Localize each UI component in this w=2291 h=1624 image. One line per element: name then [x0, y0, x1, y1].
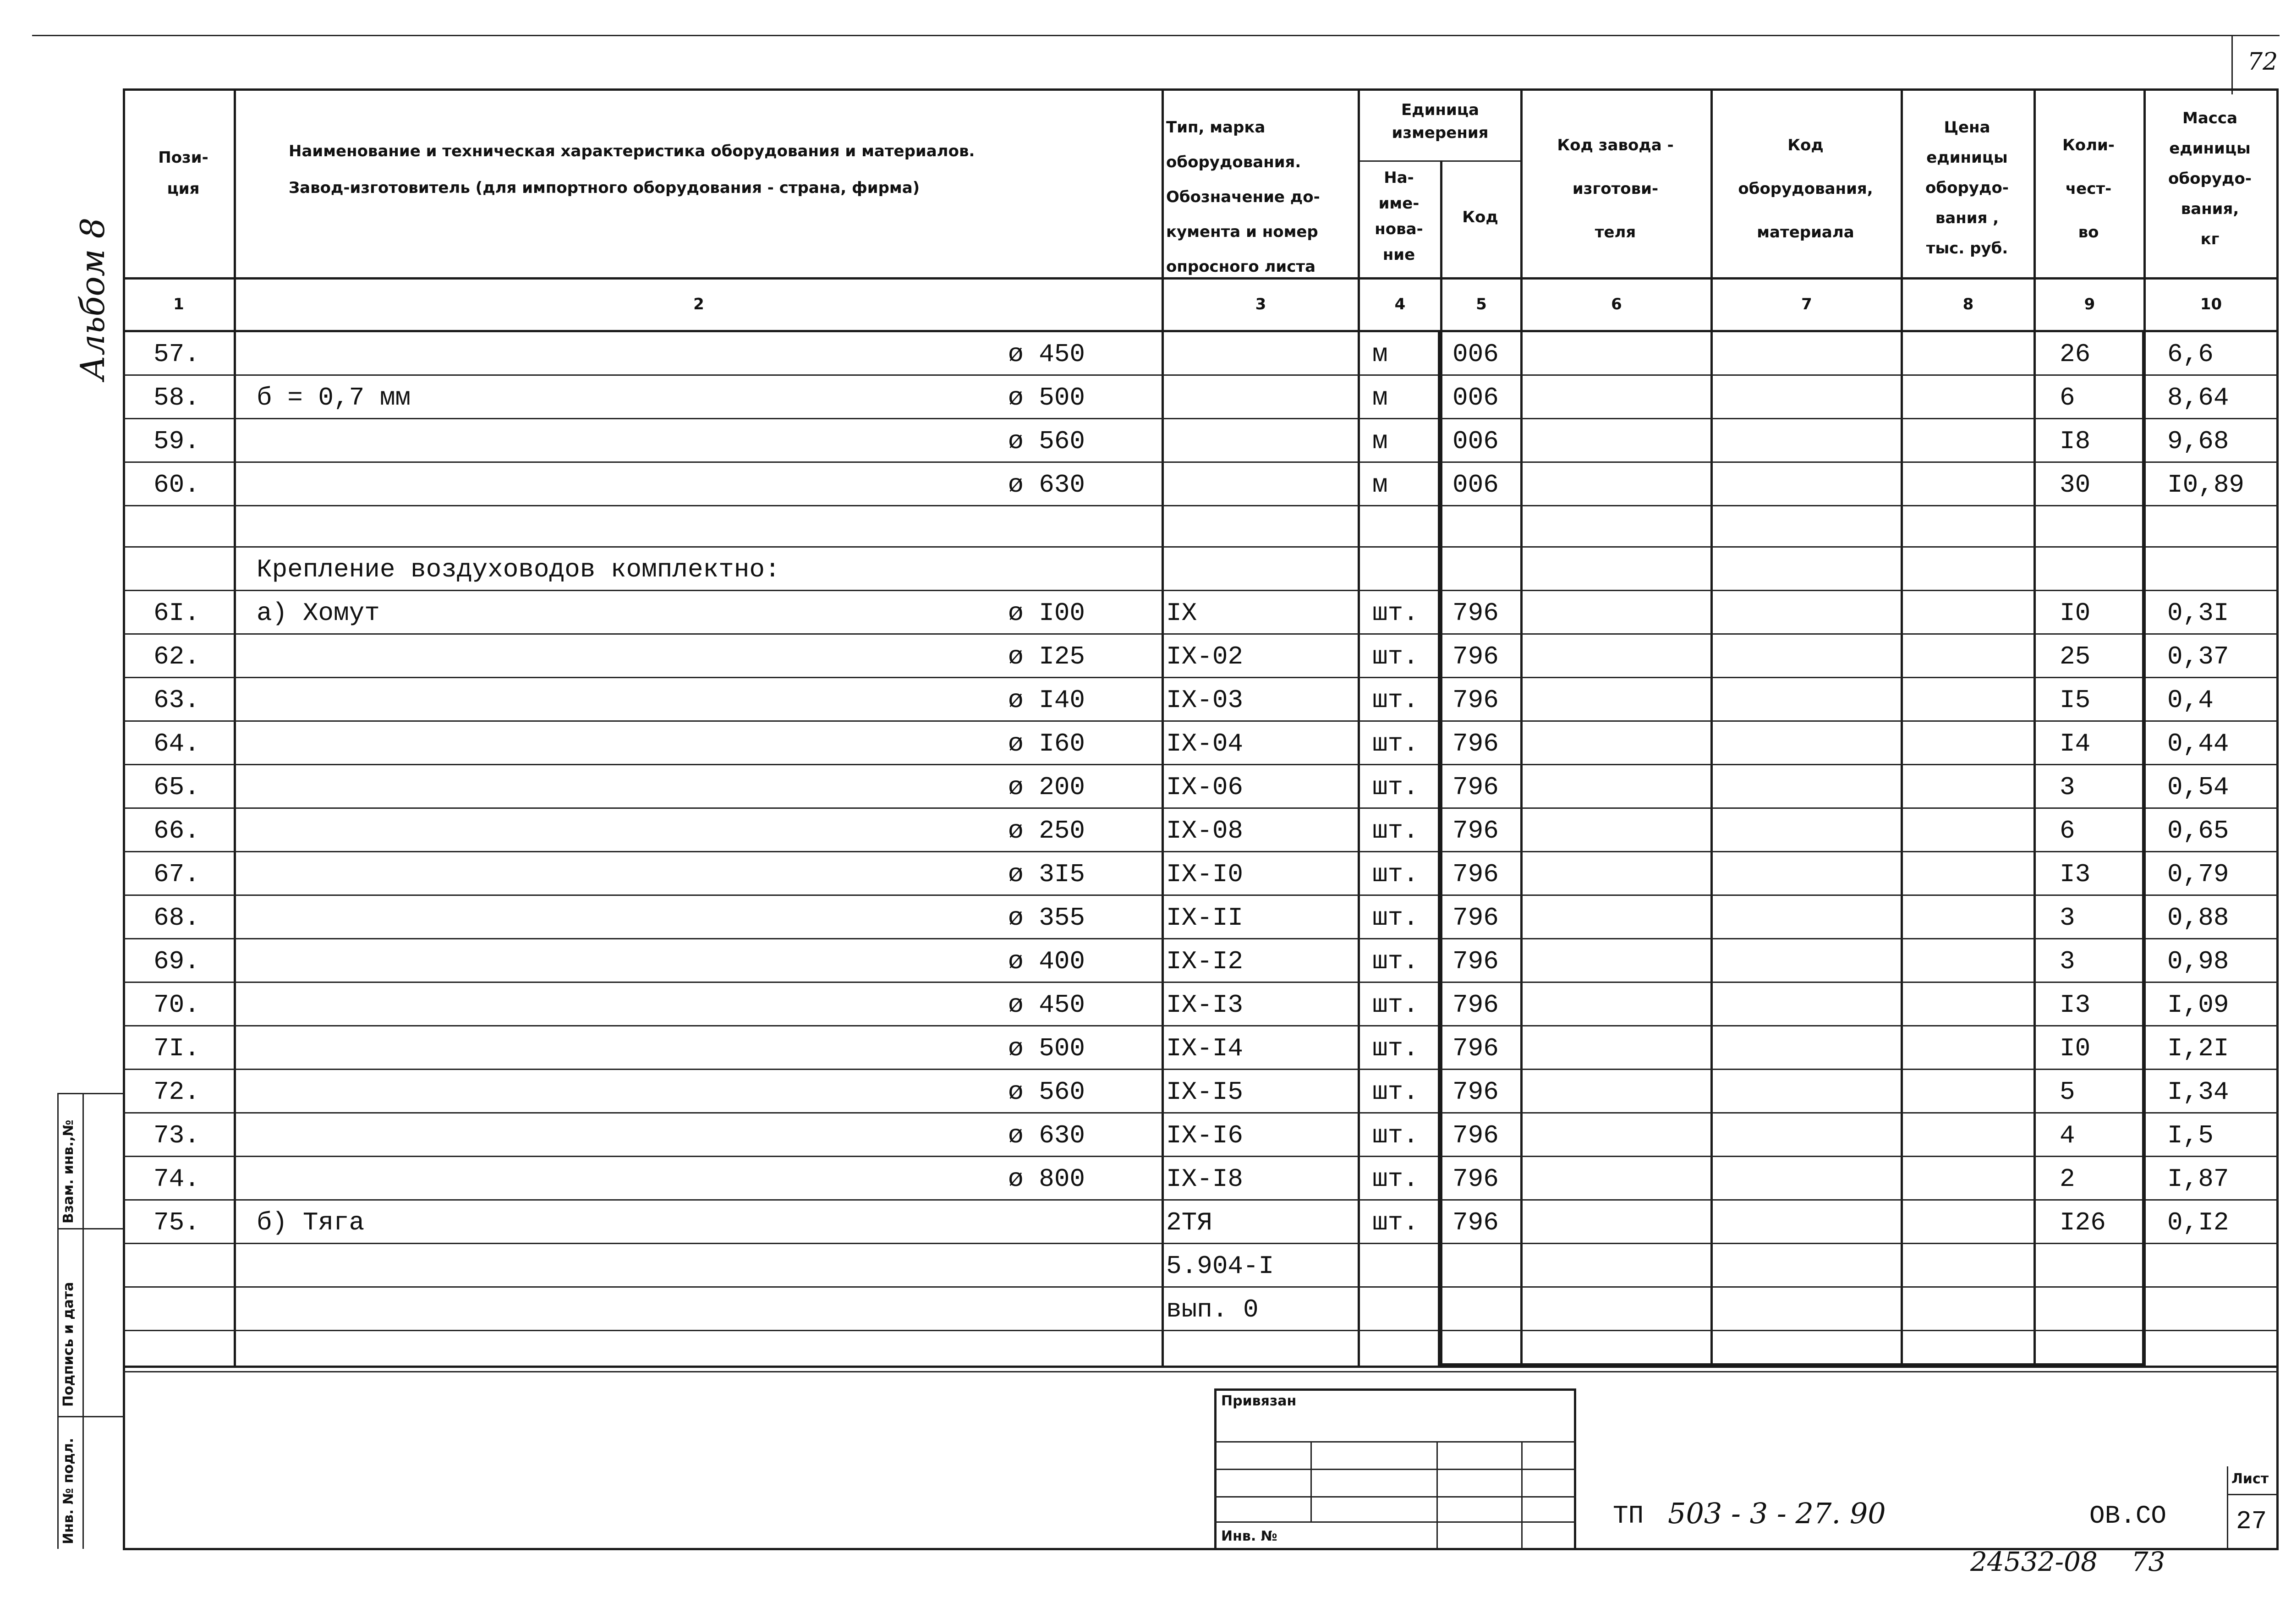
colnum-9: 9 — [2084, 295, 2095, 313]
header-col2: Наименование и техническая характеристика оборудования и материалов. Завод-изготовитель (для импортного оборудования - страна, фирма) — [289, 142, 975, 197]
page-number-top: 72 — [2247, 48, 2278, 76]
row-code: 796 — [1452, 990, 1499, 1020]
row-code: 796 — [1452, 773, 1499, 802]
table-bottom-line — [123, 1548, 2279, 1550]
row-diameter: ø 3I5 — [1008, 860, 1085, 889]
top-border-line — [32, 35, 2280, 36]
header-col7: Код оборудования, материала — [1738, 136, 1873, 241]
row-code: 006 — [1452, 427, 1499, 456]
row-code: 006 — [1452, 470, 1499, 499]
header-col9: Коли- чест- во — [2062, 136, 2115, 241]
row-pos: 57. — [153, 340, 200, 369]
row-code: 796 — [1452, 686, 1499, 715]
row-mass: 0,3I — [2167, 598, 2229, 628]
row-diameter: ø 560 — [1008, 1077, 1085, 1107]
row-mass: 0,79 — [2167, 860, 2229, 889]
stamp-top-line — [57, 1093, 124, 1094]
row-pos: 7I. — [153, 1034, 200, 1063]
row-mass: 0,54 — [2167, 773, 2229, 802]
row-diameter: ø 500 — [1008, 1034, 1085, 1063]
row-type: IХ-II — [1166, 903, 1244, 933]
row-diameter: ø 450 — [1008, 990, 1085, 1020]
row-mass: 0,I2 — [2167, 1208, 2229, 1237]
row-qty: 3 — [2060, 947, 2075, 976]
row-type: IХ-I5 — [1166, 1077, 1244, 1107]
row-mass: 8,64 — [2167, 383, 2229, 412]
row-diameter: ø 500 — [1008, 383, 1085, 412]
row-pos: 67. — [153, 860, 200, 889]
tb-list-left — [2227, 1466, 2228, 1549]
row-unit: шт. — [1372, 1164, 1419, 1194]
row-pos: 60. — [153, 470, 200, 499]
row-code: 796 — [1452, 642, 1499, 671]
row-unit: шт. — [1372, 816, 1419, 845]
row-qty: I5 — [2060, 686, 2091, 715]
row-type: IХ-I2 — [1166, 947, 1244, 976]
col-line-8 — [2033, 88, 2036, 1367]
row-type: IХ-I0 — [1166, 860, 1244, 889]
side-album-label: Альбом 8 — [73, 217, 112, 380]
row-mass: 6,6 — [2167, 340, 2214, 369]
row-unit: шт. — [1372, 729, 1419, 758]
row-type: IХ-06 — [1166, 773, 1244, 802]
row-mass: 0,65 — [2167, 816, 2229, 845]
tb-inv-no: Инв. № — [1221, 1528, 1277, 1544]
row-unit: м — [1372, 470, 1388, 499]
row-mass: 0,88 — [2167, 903, 2229, 933]
row-pos: 59. — [153, 427, 200, 456]
row-mass: 9,68 — [2167, 427, 2229, 456]
row-type: IХ-03 — [1166, 686, 1244, 715]
header-col45: Единица измерения — [1392, 101, 1489, 142]
header-col4: На- име- нова- ние — [1375, 169, 1423, 264]
row-pos: 58. — [153, 383, 200, 412]
row-qty: I3 — [2060, 860, 2091, 889]
row-mass: I,34 — [2167, 1077, 2229, 1107]
colnum-bottom-line — [123, 330, 2279, 332]
row-qty: I4 — [2060, 729, 2091, 758]
colnum-7: 7 — [1801, 295, 1812, 313]
tb-list-sep — [2227, 1494, 2279, 1495]
row-code: 796 — [1452, 1121, 1499, 1150]
tb-col-1 — [1310, 1441, 1312, 1521]
row-qty: I0 — [2060, 598, 2091, 628]
row-diameter: ø 560 — [1008, 427, 1085, 456]
stamp-inv-podl: Инв. № подл. — [60, 1437, 77, 1544]
tb-tp-prefix: ТП — [1613, 1501, 1644, 1531]
row-diameter: ø 200 — [1008, 773, 1085, 802]
row-mass: I,2I — [2167, 1034, 2229, 1063]
tb-list-number: 27 — [2236, 1507, 2267, 1536]
row-code: 796 — [1452, 598, 1499, 628]
row-mass: I,5 — [2167, 1121, 2214, 1150]
row-type: IХ-I3 — [1166, 990, 1244, 1020]
row-diameter: ø 400 — [1008, 947, 1085, 976]
row-separator — [123, 374, 2279, 376]
row-unit: шт. — [1372, 686, 1419, 715]
row-code: 796 — [1452, 816, 1499, 845]
tb-tp-number: 503 - 3 - 27. 90 — [1668, 1497, 1886, 1530]
row-pos: 65. — [153, 773, 200, 802]
colnum-1: 1 — [173, 295, 184, 313]
row-pos: 70. — [153, 990, 200, 1020]
row-unit: шт. — [1372, 860, 1419, 889]
row-code: 006 — [1452, 383, 1499, 412]
stamp-mid-line — [82, 1093, 84, 1549]
page-number-divider — [2231, 35, 2233, 94]
row-code: 796 — [1452, 860, 1499, 889]
header-col1: Пози- ция — [158, 148, 208, 198]
header-col10: Масса единицы оборудо- вания, кг — [2168, 109, 2252, 248]
row-unit: шт. — [1372, 773, 1419, 802]
row-qty: 5 — [2060, 1077, 2075, 1107]
tb-top — [1214, 1388, 1576, 1391]
tb-col-3 — [1521, 1441, 1523, 1549]
row-pos: 62. — [153, 642, 200, 671]
row-type: IХ-I8 — [1166, 1164, 1244, 1194]
row-pos: 69. — [153, 947, 200, 976]
row-pos: 63. — [153, 686, 200, 715]
row-unit: шт. — [1372, 1208, 1419, 1237]
col-line-6 — [1710, 88, 1713, 1367]
col-line-5 — [1520, 88, 1523, 1367]
row-qty: 30 — [2060, 470, 2091, 499]
row-qty: 3 — [2060, 903, 2075, 933]
col-line-1 — [234, 88, 236, 1367]
colnum-5: 5 — [1476, 295, 1487, 313]
row-unit: шт. — [1372, 903, 1419, 933]
row-type: IХ-02 — [1166, 642, 1244, 671]
row-type: IХ-I4 — [1166, 1034, 1244, 1063]
col-line-2 — [1162, 88, 1164, 1367]
row-code: 796 — [1452, 1208, 1499, 1237]
colnum-6: 6 — [1611, 295, 1622, 313]
row-pos: 66. — [153, 816, 200, 845]
row-qty: I8 — [2060, 427, 2091, 456]
row-pos: 68. — [153, 903, 200, 933]
colnum-8: 8 — [1962, 295, 1974, 313]
row-unit: м — [1372, 383, 1388, 412]
row-unit: шт. — [1372, 1121, 1419, 1150]
row-diameter: ø I25 — [1008, 642, 1085, 671]
header-col6: Код завода - изготови- теля — [1557, 136, 1674, 241]
row-diameter: ø I00 — [1008, 598, 1085, 628]
row-pos: 72. — [153, 1077, 200, 1107]
row-unit: м — [1372, 340, 1388, 369]
row-qty: 2 — [2060, 1164, 2075, 1194]
row-mass: 0,98 — [2167, 947, 2229, 976]
row-unit: шт. — [1372, 598, 1419, 628]
row-qty: 4 — [2060, 1121, 2075, 1150]
row-qty: 25 — [2060, 642, 2091, 671]
row-separator — [123, 505, 2279, 506]
row-mass: 0,37 — [2167, 642, 2229, 671]
row-type: 5.904-I — [1166, 1251, 1274, 1281]
row-qty: 26 — [2060, 340, 2091, 369]
row-unit: шт. — [1372, 947, 1419, 976]
row-pos: 74. — [153, 1164, 200, 1194]
row-type: IХ-I6 — [1166, 1121, 1244, 1150]
header-col8: Цена единицы оборудо- вания , тыс. руб. — [1925, 118, 2009, 258]
row-pos: 73. — [153, 1121, 200, 1150]
row-separator — [123, 461, 2279, 463]
bold-frame-left — [1438, 330, 1441, 1367]
row-unit: шт. — [1372, 1077, 1419, 1107]
row-mass: I,09 — [2167, 990, 2229, 1020]
row-pos: 6I. — [153, 598, 200, 628]
row-qty: 6 — [2060, 816, 2075, 845]
row-diameter: ø 800 — [1008, 1164, 1085, 1194]
colnum-4: 4 — [1394, 295, 1406, 313]
bold-frame-right — [2142, 330, 2146, 1367]
bold-frame-bottom — [1440, 1363, 2146, 1367]
row-qty: I0 — [2060, 1034, 2091, 1063]
row-unit: шт. — [1372, 990, 1419, 1020]
row-diameter: ø 250 — [1008, 816, 1085, 845]
row-qty: I26 — [2060, 1208, 2106, 1237]
row-separator — [123, 1371, 2279, 1372]
row-diameter: ø 630 — [1008, 1121, 1085, 1150]
row-type: 2ТЯ — [1166, 1208, 1212, 1237]
header-col5: Код — [1462, 208, 1498, 226]
row-code: 006 — [1452, 340, 1499, 369]
row-unit: м — [1372, 427, 1388, 456]
row-mass: I0,89 — [2167, 470, 2245, 499]
table-top-line — [123, 88, 2279, 91]
stamp-sep-2 — [57, 1416, 124, 1417]
row-mass: 0,44 — [2167, 729, 2229, 758]
row-desc: Крепление воздуховодов комплектно: — [257, 555, 780, 584]
stamp-podpis: Подпись и дата — [60, 1282, 77, 1407]
row-code: 796 — [1452, 903, 1499, 933]
row-code: 796 — [1452, 729, 1499, 758]
row-diameter: ø 355 — [1008, 903, 1085, 933]
row-mass: 0,4 — [2167, 686, 2214, 715]
row-diameter: ø 450 — [1008, 340, 1085, 369]
row-code: 796 — [1452, 947, 1499, 976]
stamp-left-line — [57, 1093, 59, 1549]
row-qty: 3 — [2060, 773, 2075, 802]
tb-col-2 — [1436, 1441, 1438, 1549]
row-code: 796 — [1452, 1077, 1499, 1107]
header-col3: Тип, марка оборудования. Обозначение до- кумента и номер опросного листа — [1166, 118, 1320, 276]
row-type: IХ — [1166, 598, 1197, 628]
row-type: вып. 0 — [1166, 1295, 1259, 1324]
row-desc: б) Тяга — [257, 1208, 365, 1237]
stamp-vzam: Взам. инв.,№ — [60, 1119, 77, 1223]
row-unit: шт. — [1372, 642, 1419, 671]
row-desc: а) Хомут — [257, 598, 380, 628]
row-desc: б = 0,7 мм — [257, 383, 411, 412]
row-type: IХ-04 — [1166, 729, 1244, 758]
row-type: IХ-08 — [1166, 816, 1244, 845]
row-diameter: ø I60 — [1008, 729, 1085, 758]
tb-privyazan: Привязан — [1221, 1393, 1297, 1409]
row-qty: I3 — [2060, 990, 2091, 1020]
colnum-2: 2 — [693, 295, 704, 313]
row-pos: 64. — [153, 729, 200, 758]
row-code: 796 — [1452, 1164, 1499, 1194]
tb-doc-code: ОВ.СО — [2089, 1501, 2167, 1531]
row-qty: 6 — [2060, 383, 2075, 412]
tb-list-label: Лист — [2231, 1471, 2269, 1487]
row-separator — [123, 418, 2279, 419]
col-line-7 — [1901, 88, 1903, 1367]
row-unit: шт. — [1372, 1034, 1419, 1063]
row-diameter: ø I40 — [1008, 686, 1085, 715]
row-diameter: ø 630 — [1008, 470, 1085, 499]
stamp-sep-1 — [57, 1228, 124, 1229]
colnum-3: 3 — [1255, 295, 1266, 313]
bottom-numbers: 24532-08 73 — [1970, 1546, 2165, 1577]
colnum-10: 10 — [2200, 295, 2222, 313]
row-pos: 75. — [153, 1208, 200, 1237]
col-line-3 — [1358, 88, 1360, 1367]
row-mass: I,87 — [2167, 1164, 2229, 1194]
row-code: 796 — [1452, 1034, 1499, 1063]
